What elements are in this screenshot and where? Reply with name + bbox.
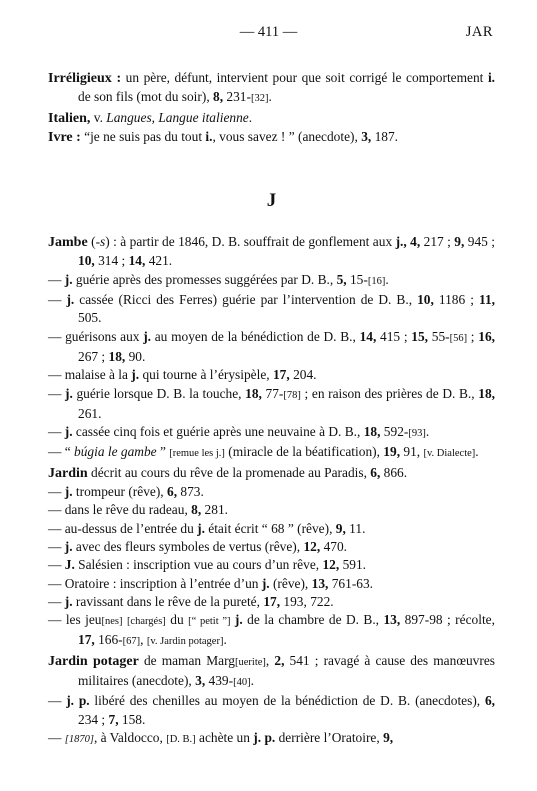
entry-text: 314 ; — [94, 253, 129, 269]
entry-text: libéré des chenilles au moyen de la bénédiction de D. B. (anecdotes), — [89, 693, 485, 709]
entry-reference: 17, — [272, 367, 290, 383]
entry-reference: 18, — [363, 424, 381, 440]
entry-text: ; — [467, 328, 479, 344]
entry-editorial: [uerite] — [235, 656, 266, 668]
entries-j — [48, 233, 495, 749]
entry-reference: j. — [234, 612, 243, 628]
entry-text: 945 ; — [464, 234, 495, 250]
index-entry — [48, 69, 495, 109]
entry-reference: 18, — [245, 385, 262, 401]
entry-text: , — [140, 632, 147, 648]
entry-headword: Jardin — [48, 465, 88, 481]
entry-italic: -s — [95, 234, 106, 250]
entry-headword: Ivre : — [48, 129, 81, 145]
entry-reference: 2, — [274, 652, 285, 668]
entry-text: — malaise à la — [48, 367, 132, 383]
entry-text: , — [265, 652, 275, 668]
entry-reference: 15, — [411, 328, 429, 344]
entry-text: — — [48, 424, 65, 440]
entry-reference: 6, — [370, 464, 381, 480]
index-entry — [48, 556, 495, 574]
entry-reference: J. — [64, 557, 75, 573]
entry-editorial: [“ petit ”] — [188, 616, 231, 628]
entry-text: — — [48, 729, 65, 745]
index-entry — [48, 729, 495, 749]
entry-text: — — [48, 271, 65, 287]
entry-text: — au-dessus de l’entrée du — [48, 520, 198, 536]
index-entry — [48, 483, 495, 501]
entry-reference: j. — [143, 328, 152, 344]
entry-text: (miracle de la béatification), — [224, 444, 384, 460]
entry-text: . — [223, 632, 227, 648]
index-body — [48, 69, 495, 749]
entry-reference: 17, — [263, 593, 281, 609]
index-entry — [48, 328, 495, 367]
entry-reference: 17, — [78, 632, 95, 648]
index-entry — [48, 501, 495, 519]
entry-text: . — [425, 424, 430, 440]
entry-text: était écrit “ 68 ” (rêve), — [204, 520, 336, 536]
entry-text: guérie lorsque D. B. la touche, — [72, 385, 246, 401]
entry-text: — — [48, 484, 65, 500]
entry-text: achète un — [195, 729, 254, 745]
entry-reference: 6, — [484, 693, 495, 709]
entry-text: 234 ; — [78, 711, 109, 727]
index-entry — [48, 233, 495, 271]
entry-reference: 18, — [108, 348, 126, 364]
entry-text: — — [48, 693, 67, 709]
entry-text: de la chambre de D. B., — [242, 612, 384, 628]
entry-text: 55- — [428, 328, 450, 344]
entry-editorial: [78] — [283, 389, 301, 401]
index-entry — [48, 366, 495, 384]
entry-reference: 11, — [479, 292, 495, 308]
entry-reference: j. — [65, 385, 73, 401]
entry-reference: 14, — [359, 328, 377, 344]
entry-text: 591. — [339, 557, 366, 573]
entry-text: guérie après des promesses suggérées par D. B., — [72, 271, 337, 287]
entry-text: 261. — [78, 405, 102, 421]
entry-text: ” — [156, 444, 170, 460]
entry-reference: 10, — [78, 253, 95, 269]
entry-text: , à Valdocco, — [93, 729, 167, 745]
entry-reference: 5, — [336, 271, 347, 287]
entry-text: . — [268, 89, 272, 105]
entry-text: 77- — [261, 385, 284, 401]
index-entry — [48, 423, 495, 443]
entry-reference: 8, — [191, 502, 202, 518]
entry-editorial: [56] — [449, 332, 468, 344]
entry-text: — les jeu — [48, 612, 102, 628]
entry-text: 217 ; — [420, 234, 455, 250]
page-number: — 411 — — [239, 24, 298, 40]
entry-text: trompeur (rêve), — [72, 484, 167, 500]
entry-text: 204. — [289, 367, 317, 383]
entry-reference: 10, — [417, 292, 434, 308]
entry-italic: búgia le gambe — [74, 444, 157, 460]
entry-text: 231- — [223, 89, 251, 105]
entry-reference: j. — [64, 593, 73, 609]
index-entry — [48, 538, 495, 556]
running-head: JAR — [465, 24, 493, 40]
entry-editorial: [chargés] — [126, 616, 166, 628]
entry-reference: 3, — [361, 128, 372, 144]
entries-i — [48, 69, 495, 147]
entry-text: . — [385, 271, 389, 287]
entry-headword: Jambe — [48, 235, 88, 251]
index-entry — [48, 692, 495, 729]
index-entry — [48, 128, 495, 147]
index-entry — [48, 385, 495, 424]
entry-reference: j. — [64, 484, 73, 500]
entry-text: — — [48, 557, 65, 573]
entry-headword: Italien, — [48, 110, 91, 126]
index-entry — [48, 593, 495, 611]
entry-text: derrière l’Oratoire, — [275, 729, 384, 745]
entry-reference: 9, — [335, 520, 346, 536]
entry-text: cassée cinq fois et guérie après une neuvaine à D. B., — [72, 424, 364, 440]
entry-reference: 13, — [311, 575, 329, 591]
entry-text: 90. — [125, 348, 146, 364]
entry-text: 166- — [94, 632, 123, 648]
entry-text: de son fils (mot du soir), — [78, 89, 214, 105]
entry-reference: 19, — [383, 444, 401, 460]
entry-editorial: [16] — [367, 275, 386, 287]
entry-text: v. — [90, 109, 107, 125]
entry-editorial: [40] — [233, 677, 251, 689]
entry-reference: 18, — [478, 385, 495, 401]
entry-reference: 16, — [478, 328, 495, 344]
entry-reference: 14, — [128, 253, 146, 269]
entry-text: Salésien : inscription vue au cours d’un rêve, — [74, 557, 323, 573]
entry-text: décrit au cours du rêve de la promenade au Paradis, — [87, 464, 371, 480]
entry-reference: 3, — [195, 673, 206, 689]
entry-text: 505. — [78, 310, 102, 326]
entry-text: 1186 ; — [433, 292, 479, 308]
entry-text: 761-63. — [328, 575, 374, 591]
entry-editorial: [D. B.] — [166, 733, 196, 745]
entry-text: 439- — [205, 673, 234, 689]
entry-text: — — [48, 538, 65, 554]
entry-reference: j. — [64, 538, 73, 554]
entry-text: 873. — [177, 484, 204, 500]
entry-text: qui tourne à l’érysipèle, — [139, 367, 273, 383]
entry-text: 415 ; — [376, 328, 412, 344]
entry-reference: 7, — [108, 711, 119, 727]
entry-text: 592- — [380, 424, 409, 440]
section-letter: J — [266, 190, 277, 212]
entry-reference: j. p. — [253, 729, 276, 745]
entry-text: un père, défunt, intervient pour que soit corrigé le comportement — [121, 70, 488, 85]
entry-reference: j. — [64, 424, 73, 440]
entry-text: cassée (Ricci des Ferres) guérie par l’intervention de D. B., — [74, 292, 418, 308]
entry-text: 267 ; — [78, 348, 109, 364]
entry-reference: 8, — [213, 89, 224, 105]
entry-text: avec des fleurs symboles de vertus (rêve), — [72, 538, 304, 554]
entry-text: — — [48, 593, 65, 609]
entry-text: — guérisons aux — [48, 328, 144, 344]
entry-text: — — [48, 292, 67, 308]
entry-text: ravissant dans le rêve de la pureté, — [72, 593, 264, 609]
entry-reference: 4, — [410, 234, 421, 250]
entry-text: 866. — [380, 464, 408, 480]
entry-text: ; en raison des prières de D. B., — [300, 385, 479, 401]
entry-reference: 12, — [303, 538, 321, 554]
entry-text: , vous savez ! ” (anecdote), — [212, 128, 362, 144]
entry-reference: j. — [64, 271, 73, 287]
page-header — [0, 23, 537, 43]
entry-reference: j. — [197, 520, 205, 536]
entry-editorial: [v. Jardin potager] — [146, 636, 224, 648]
entry-text: . — [475, 444, 479, 460]
index-entry — [48, 575, 495, 593]
index-entry — [48, 443, 495, 463]
entry-text: 421. — [145, 253, 173, 269]
index-entry — [48, 291, 495, 328]
entry-reference: 6, — [167, 484, 178, 500]
index-entry — [48, 109, 495, 128]
entry-reference: j. — [131, 367, 140, 383]
entry-reference: i. — [205, 128, 213, 144]
entry-text: 187. — [371, 128, 399, 144]
entry-text: du — [165, 612, 189, 628]
entry-reference: 9, — [383, 729, 394, 745]
entry-reference: 12, — [322, 557, 340, 573]
entry-italic: Langues, Langue italienne — [106, 109, 249, 125]
entry-text: ) : à partir de 1846, D. B. souffrait de gonflement aux — [105, 234, 396, 250]
index-entry — [48, 520, 495, 538]
entry-reference: j. — [66, 292, 75, 308]
entry-text: “je ne suis pas du tout — [80, 128, 206, 144]
entry-text: 541 ; ravagé à cause des manœuvres militaires (anecdote), — [78, 652, 495, 689]
entry-editorial: [nes] — [101, 616, 123, 628]
entry-text: — Oratoire : inscription à l’entrée d’un — [48, 575, 262, 591]
entry-headword: Jardin potager — [48, 653, 139, 669]
entry-text: 193, 722. — [280, 593, 334, 609]
entry-editorial: [93] — [408, 428, 426, 440]
entry-text: . — [248, 109, 253, 125]
entry-text: 470. — [320, 538, 347, 554]
entry-editorial: [32] — [250, 93, 269, 105]
entry-text: au moyen de la bénédiction de D. B., — [151, 328, 360, 344]
entry-headword: Irréligieux : — [48, 71, 122, 86]
entry-text: ( — [87, 234, 96, 250]
entry-reference: j. p. — [66, 693, 90, 709]
index-entry — [48, 464, 495, 483]
entry-reference: i. — [487, 70, 496, 85]
entry-text: — — [48, 385, 66, 401]
entry-editorial: [remue les j.] — [169, 448, 225, 460]
entry-editorial: [v. Dialecte] — [423, 448, 476, 460]
entry-text: 281. — [201, 502, 228, 518]
entry-text: — dans le rêve du radeau, — [48, 502, 192, 518]
entry-text: de maman Marg — [138, 652, 235, 668]
entry-reference: j. — [261, 575, 270, 591]
entry-text: 897-98 ; récolte, — [400, 612, 495, 628]
entry-text: — “ — [48, 444, 75, 460]
entry-text: 15- — [346, 271, 368, 287]
entry-editorial: [1870] — [64, 733, 94, 745]
entry-editorial: [67] — [122, 636, 141, 648]
entry-text: 11. — [345, 520, 366, 536]
index-entry — [48, 271, 495, 291]
index-entry — [48, 611, 495, 652]
entry-text: (rêve), — [269, 575, 312, 591]
entry-reference: j., — [395, 234, 407, 250]
entry-text: . — [250, 673, 254, 689]
entry-text: 158. — [118, 711, 146, 727]
index-entry — [48, 652, 495, 693]
entry-reference: 9, — [454, 234, 465, 250]
entry-reference: 13, — [383, 612, 401, 628]
entry-text: 91, — [400, 444, 424, 460]
